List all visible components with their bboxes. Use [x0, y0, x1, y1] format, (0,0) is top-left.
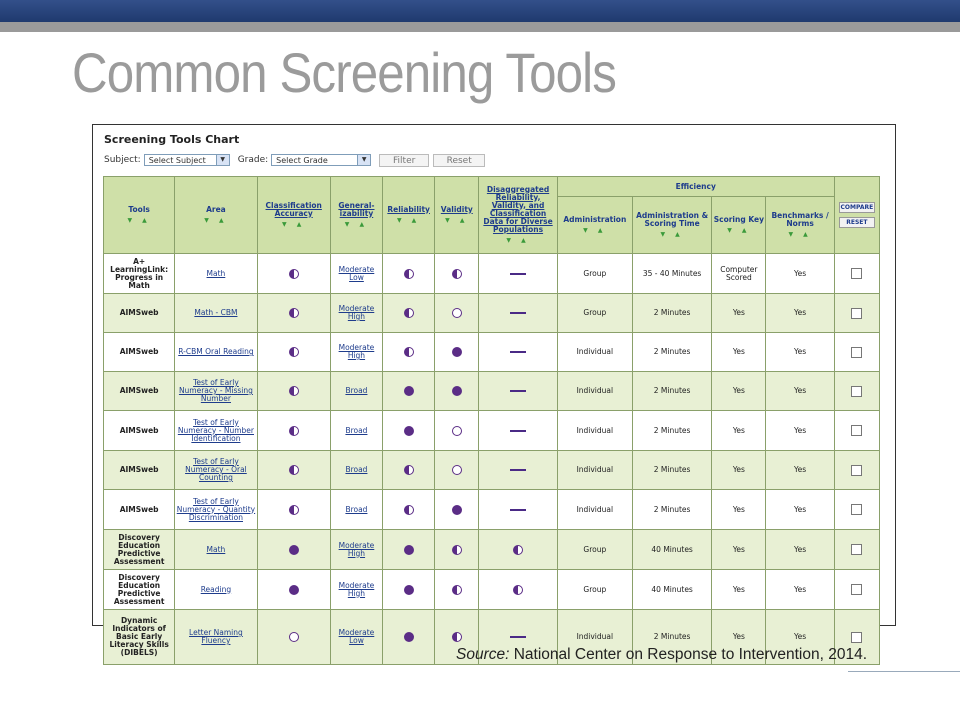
benchmarks-value: Yes: [766, 530, 834, 570]
half-circle-rating-icon: [289, 347, 299, 357]
footer-rule: [848, 671, 960, 672]
validity-cell: [435, 254, 479, 294]
sort-arrows-icon[interactable]: ▼ ▲: [506, 236, 530, 244]
classification-accuracy-cell: [257, 570, 330, 610]
compare-reset-button[interactable]: RESET: [839, 217, 875, 228]
full-circle-rating-icon: [404, 585, 414, 595]
benchmarks-value: Yes: [766, 570, 834, 610]
chevron-down-icon[interactable]: ▼: [357, 155, 370, 165]
compare-checkbox-cell: [834, 294, 879, 333]
half-circle-rating-icon: [404, 505, 414, 515]
col-header-scoring-key[interactable]: Scoring Key ▼ ▲: [712, 197, 766, 254]
table-row: [104, 451, 880, 490]
chevron-down-icon[interactable]: ▼: [216, 155, 229, 165]
disaggregated-cell: [479, 254, 557, 294]
compare-checkbox[interactable]: [851, 308, 862, 319]
classification-accuracy-cell: [257, 372, 330, 411]
validity-cell: [435, 530, 479, 570]
not-available-dash-icon: [510, 351, 526, 353]
not-available-dash-icon: [510, 273, 526, 275]
sort-arrows-icon[interactable]: ▼ ▲: [660, 230, 684, 238]
reliability-cell: [383, 333, 435, 372]
reliability-cell: [383, 490, 435, 530]
scoring-key-value: Yes: [712, 411, 766, 451]
slide-top-stripe: [0, 22, 960, 32]
half-circle-rating-icon: [289, 505, 299, 515]
scoring-key-value: Yes: [712, 372, 766, 411]
time-value: 2 Minutes: [632, 451, 711, 490]
time-value: 2 Minutes: [632, 411, 711, 451]
validity-cell: [435, 333, 479, 372]
disaggregated-cell: [479, 411, 557, 451]
half-circle-rating-icon: [452, 269, 462, 279]
table-row: [104, 294, 880, 333]
scoring-key-value: Yes: [712, 333, 766, 372]
administration-value: Individual: [557, 610, 632, 665]
classification-accuracy-cell: [257, 333, 330, 372]
scoring-key-value: Computer Scored: [712, 254, 766, 294]
benchmarks-value: Yes: [766, 333, 834, 372]
tool-name: AIMSweb: [104, 372, 175, 411]
col-header-efficiency: Efficiency: [557, 177, 834, 197]
tool-name: Dynamic Indicators of Basic Early Literacy Skills (DIBELS): [104, 610, 175, 665]
table-row: [104, 530, 880, 570]
disaggregated-cell: [479, 570, 557, 610]
area-link[interactable]: Test of Early Numeracy - Oral Counting: [175, 451, 257, 490]
generalizability-link[interactable]: Moderate High: [330, 530, 382, 570]
col-header-generalizability[interactable]: General-izability ▼ ▲: [330, 177, 382, 254]
validity-cell: [435, 372, 479, 411]
empty-circle-rating-icon: [452, 465, 462, 475]
benchmarks-value: Yes: [766, 411, 834, 451]
half-circle-rating-icon: [404, 269, 414, 279]
not-available-dash-icon: [510, 469, 526, 471]
scoring-key-value: Yes: [712, 451, 766, 490]
tool-name: AIMSweb: [104, 294, 175, 333]
grade-select[interactable]: [271, 154, 371, 166]
table-row: [104, 570, 880, 610]
sort-arrows-icon[interactable]: ▼ ▲: [127, 216, 151, 224]
reliability-cell: [383, 372, 435, 411]
compare-checkbox-cell: [834, 451, 879, 490]
generalizability-link[interactable]: Moderate High: [330, 570, 382, 610]
table-row: [104, 372, 880, 411]
compare-checkbox[interactable]: [851, 544, 862, 555]
source-citation: [456, 646, 867, 664]
administration-value: Individual: [557, 451, 632, 490]
slide-title: Common Screening Tools: [72, 41, 616, 104]
area-link[interactable]: R-CBM Oral Reading: [175, 333, 257, 372]
compare-checkbox[interactable]: [851, 425, 862, 436]
reliability-cell: [383, 294, 435, 333]
area-link[interactable]: Math: [175, 254, 257, 294]
tool-name: Discovery Education Predictive Assessment: [104, 570, 175, 610]
classification-accuracy-cell: [257, 530, 330, 570]
not-available-dash-icon: [510, 509, 526, 511]
generalizability-link[interactable]: Broad: [330, 451, 382, 490]
sort-arrows-icon[interactable]: ▼ ▲: [583, 226, 607, 234]
disaggregated-cell: [479, 451, 557, 490]
scoring-key-value: Yes: [712, 530, 766, 570]
time-value: 2 Minutes: [632, 610, 711, 665]
subject-label: Subject:: [104, 155, 141, 165]
source-label: Source:: [456, 646, 510, 663]
compare-checkbox-cell: [834, 254, 879, 294]
half-circle-rating-icon: [404, 347, 414, 357]
tool-name: AIMSweb: [104, 411, 175, 451]
compare-checkbox-cell: [834, 490, 879, 530]
not-available-dash-icon: [510, 312, 526, 314]
classification-accuracy-cell: [257, 254, 330, 294]
administration-value: Individual: [557, 411, 632, 451]
full-circle-rating-icon: [404, 386, 414, 396]
compare-checkbox[interactable]: [851, 504, 862, 515]
not-available-dash-icon: [510, 636, 526, 638]
compare-checkbox[interactable]: [851, 465, 862, 476]
benchmarks-value: Yes: [766, 294, 834, 333]
empty-circle-rating-icon: [289, 632, 299, 642]
area-link[interactable]: Test of Early Numeracy - Missing Number: [175, 372, 257, 411]
half-circle-rating-icon: [404, 465, 414, 475]
time-value: 35 - 40 Minutes: [632, 254, 711, 294]
compare-checkbox-cell: [834, 372, 879, 411]
benchmarks-value: Yes: [766, 372, 834, 411]
generalizability-link[interactable]: Moderate Low: [330, 254, 382, 294]
half-circle-rating-icon: [513, 585, 523, 595]
administration-value: Individual: [557, 490, 632, 530]
filter-button[interactable]: Filter: [379, 154, 429, 167]
col-header-disaggregated[interactable]: Disaggregated Reliability, Validity, and Classification Data for Diverse Populations ▼ ▲: [479, 177, 557, 254]
reliability-cell: [383, 411, 435, 451]
disaggregated-cell: [479, 530, 557, 570]
table-row: [104, 490, 880, 530]
half-circle-rating-icon: [452, 545, 462, 555]
col-header-reliability[interactable]: Reliability ▼ ▲: [383, 177, 435, 254]
half-circle-rating-icon: [513, 545, 523, 555]
col-header-benchmarks[interactable]: Benchmarks / Norms ▼ ▲: [766, 197, 834, 254]
reset-button[interactable]: Reset: [433, 154, 485, 167]
scoring-key-value: Yes: [712, 294, 766, 333]
generalizability-link[interactable]: Broad: [330, 411, 382, 451]
administration-value: Individual: [557, 372, 632, 411]
time-value: 2 Minutes: [632, 294, 711, 333]
subject-select-value: Select Subject: [148, 156, 206, 165]
compare-button[interactable]: COMPARE: [840, 204, 874, 211]
compare-checkbox[interactable]: [851, 268, 862, 279]
half-circle-rating-icon: [289, 426, 299, 436]
slide-top-bar: [0, 0, 960, 22]
compare-checkbox[interactable]: [851, 347, 862, 358]
sort-arrows-icon[interactable]: ▼ ▲: [344, 220, 369, 228]
sort-arrows-icon[interactable]: ▼ ▲: [727, 226, 751, 234]
compare-checkbox-cell: [834, 530, 879, 570]
compare-header: [834, 177, 879, 254]
time-value: 40 Minutes: [632, 530, 711, 570]
screening-tools-table: [103, 176, 880, 665]
reliability-cell: [383, 451, 435, 490]
sort-arrows-icon[interactable]: ▼ ▲: [282, 220, 306, 228]
half-circle-rating-icon: [289, 465, 299, 475]
area-link[interactable]: Letter Naming Fluency: [175, 610, 257, 665]
compare-checkbox[interactable]: [851, 386, 862, 397]
empty-circle-rating-icon: [452, 308, 462, 318]
time-value: 40 Minutes: [632, 570, 711, 610]
reliability-cell: [383, 254, 435, 294]
area-link[interactable]: Test of Early Numeracy - Number Identification: [175, 411, 257, 451]
classification-accuracy-cell: [257, 411, 330, 451]
sort-arrows-icon[interactable]: ▼ ▲: [396, 216, 421, 224]
validity-cell: [435, 451, 479, 490]
area-link[interactable]: Math - CBM: [175, 294, 257, 333]
filter-bar: [104, 153, 489, 167]
compare-checkbox[interactable]: [851, 584, 862, 595]
half-circle-rating-icon: [404, 308, 414, 318]
full-circle-rating-icon: [452, 505, 462, 515]
half-circle-rating-icon: [452, 632, 462, 642]
tool-name: AIMSweb: [104, 490, 175, 530]
full-circle-rating-icon: [404, 632, 414, 642]
compare-checkbox-cell: [834, 333, 879, 372]
table-body: [104, 254, 880, 665]
validity-cell: [435, 411, 479, 451]
time-value: 2 Minutes: [632, 490, 711, 530]
disaggregated-cell: [479, 490, 557, 530]
scoring-key-value: Yes: [712, 610, 766, 665]
half-circle-rating-icon: [289, 386, 299, 396]
time-value: 2 Minutes: [632, 372, 711, 411]
source-text: National Center on Response to Intervention, 2014.: [509, 646, 868, 663]
table-row: [104, 333, 880, 372]
administration-value: Group: [557, 254, 632, 294]
col-header-area[interactable]: Area ▼ ▲: [175, 177, 257, 254]
col-header-tools[interactable]: Tools ▼ ▲: [104, 177, 175, 254]
full-circle-rating-icon: [289, 585, 299, 595]
validity-cell: [435, 490, 479, 530]
disaggregated-cell: [479, 294, 557, 333]
validity-cell: [435, 570, 479, 610]
grade-label: Grade:: [237, 155, 269, 165]
disaggregated-cell: [479, 333, 557, 372]
table-row: [104, 254, 880, 294]
scoring-key-value: Yes: [712, 570, 766, 610]
sort-arrows-icon[interactable]: ▼ ▲: [445, 216, 469, 224]
table-row: [104, 411, 880, 451]
full-circle-rating-icon: [404, 545, 414, 555]
administration-value: Group: [557, 530, 632, 570]
scoring-key-value: Yes: [712, 490, 766, 530]
area-link[interactable]: Test of Early Numeracy - Quantity Discrimination: [175, 490, 257, 530]
benchmarks-value: Yes: [766, 610, 834, 665]
compare-checkbox-cell: [834, 570, 879, 610]
classification-accuracy-cell: [257, 451, 330, 490]
col-header-classification-accuracy[interactable]: Classification Accuracy ▼ ▲: [257, 177, 330, 254]
col-header-validity[interactable]: Validity ▼ ▲: [435, 177, 479, 254]
tool-name: AIMSweb: [104, 333, 175, 372]
administration-value: Group: [557, 570, 632, 610]
col-header-administration[interactable]: Administration ▼ ▲: [557, 197, 632, 254]
generalizability-link[interactable]: Moderate Low: [330, 610, 382, 665]
benchmarks-value: Yes: [766, 490, 834, 530]
reliability-cell: [383, 530, 435, 570]
area-link[interactable]: Reading: [175, 570, 257, 610]
reliability-cell: [383, 570, 435, 610]
validity-cell: [435, 294, 479, 333]
panel-title: Screening Tools Chart: [104, 133, 240, 146]
full-circle-rating-icon: [404, 426, 414, 436]
disaggregated-cell: [479, 372, 557, 411]
col-header-admin-scoring-time[interactable]: Administration & Scoring Time ▼ ▲: [632, 197, 711, 254]
tool-name: AIMSweb: [104, 451, 175, 490]
classification-accuracy-cell: [257, 490, 330, 530]
administration-value: Group: [557, 294, 632, 333]
sort-arrows-icon[interactable]: ▼ ▲: [204, 216, 228, 224]
area-link[interactable]: Math: [175, 530, 257, 570]
classification-accuracy-cell: [257, 294, 330, 333]
benchmarks-value: Yes: [766, 254, 834, 294]
generalizability-link[interactable]: Broad: [330, 372, 382, 411]
generalizability-link[interactable]: Broad: [330, 490, 382, 530]
sort-arrows-icon[interactable]: ▼ ▲: [788, 230, 812, 238]
compare-checkbox-cell: [834, 411, 879, 451]
time-value: 2 Minutes: [632, 333, 711, 372]
not-available-dash-icon: [510, 430, 526, 432]
full-circle-rating-icon: [289, 545, 299, 555]
half-circle-rating-icon: [289, 269, 299, 279]
tool-name: Discovery Education Predictive Assessment: [104, 530, 175, 570]
compare-checkbox[interactable]: [851, 632, 862, 643]
grade-select-value: Select Grade: [276, 156, 328, 165]
half-circle-rating-icon: [289, 308, 299, 318]
half-circle-rating-icon: [452, 585, 462, 595]
subject-select[interactable]: [144, 154, 230, 166]
tool-name: A+ LearningLink: Progress in Math: [104, 254, 175, 294]
generalizability-link[interactable]: Moderate High: [330, 294, 382, 333]
benchmarks-value: Yes: [766, 451, 834, 490]
empty-circle-rating-icon: [452, 426, 462, 436]
full-circle-rating-icon: [452, 386, 462, 396]
not-available-dash-icon: [510, 390, 526, 392]
reliability-cell: [383, 610, 435, 665]
administration-value: Individual: [557, 333, 632, 372]
generalizability-link[interactable]: Moderate High: [330, 333, 382, 372]
full-circle-rating-icon: [452, 347, 462, 357]
classification-accuracy-cell: [257, 610, 330, 665]
